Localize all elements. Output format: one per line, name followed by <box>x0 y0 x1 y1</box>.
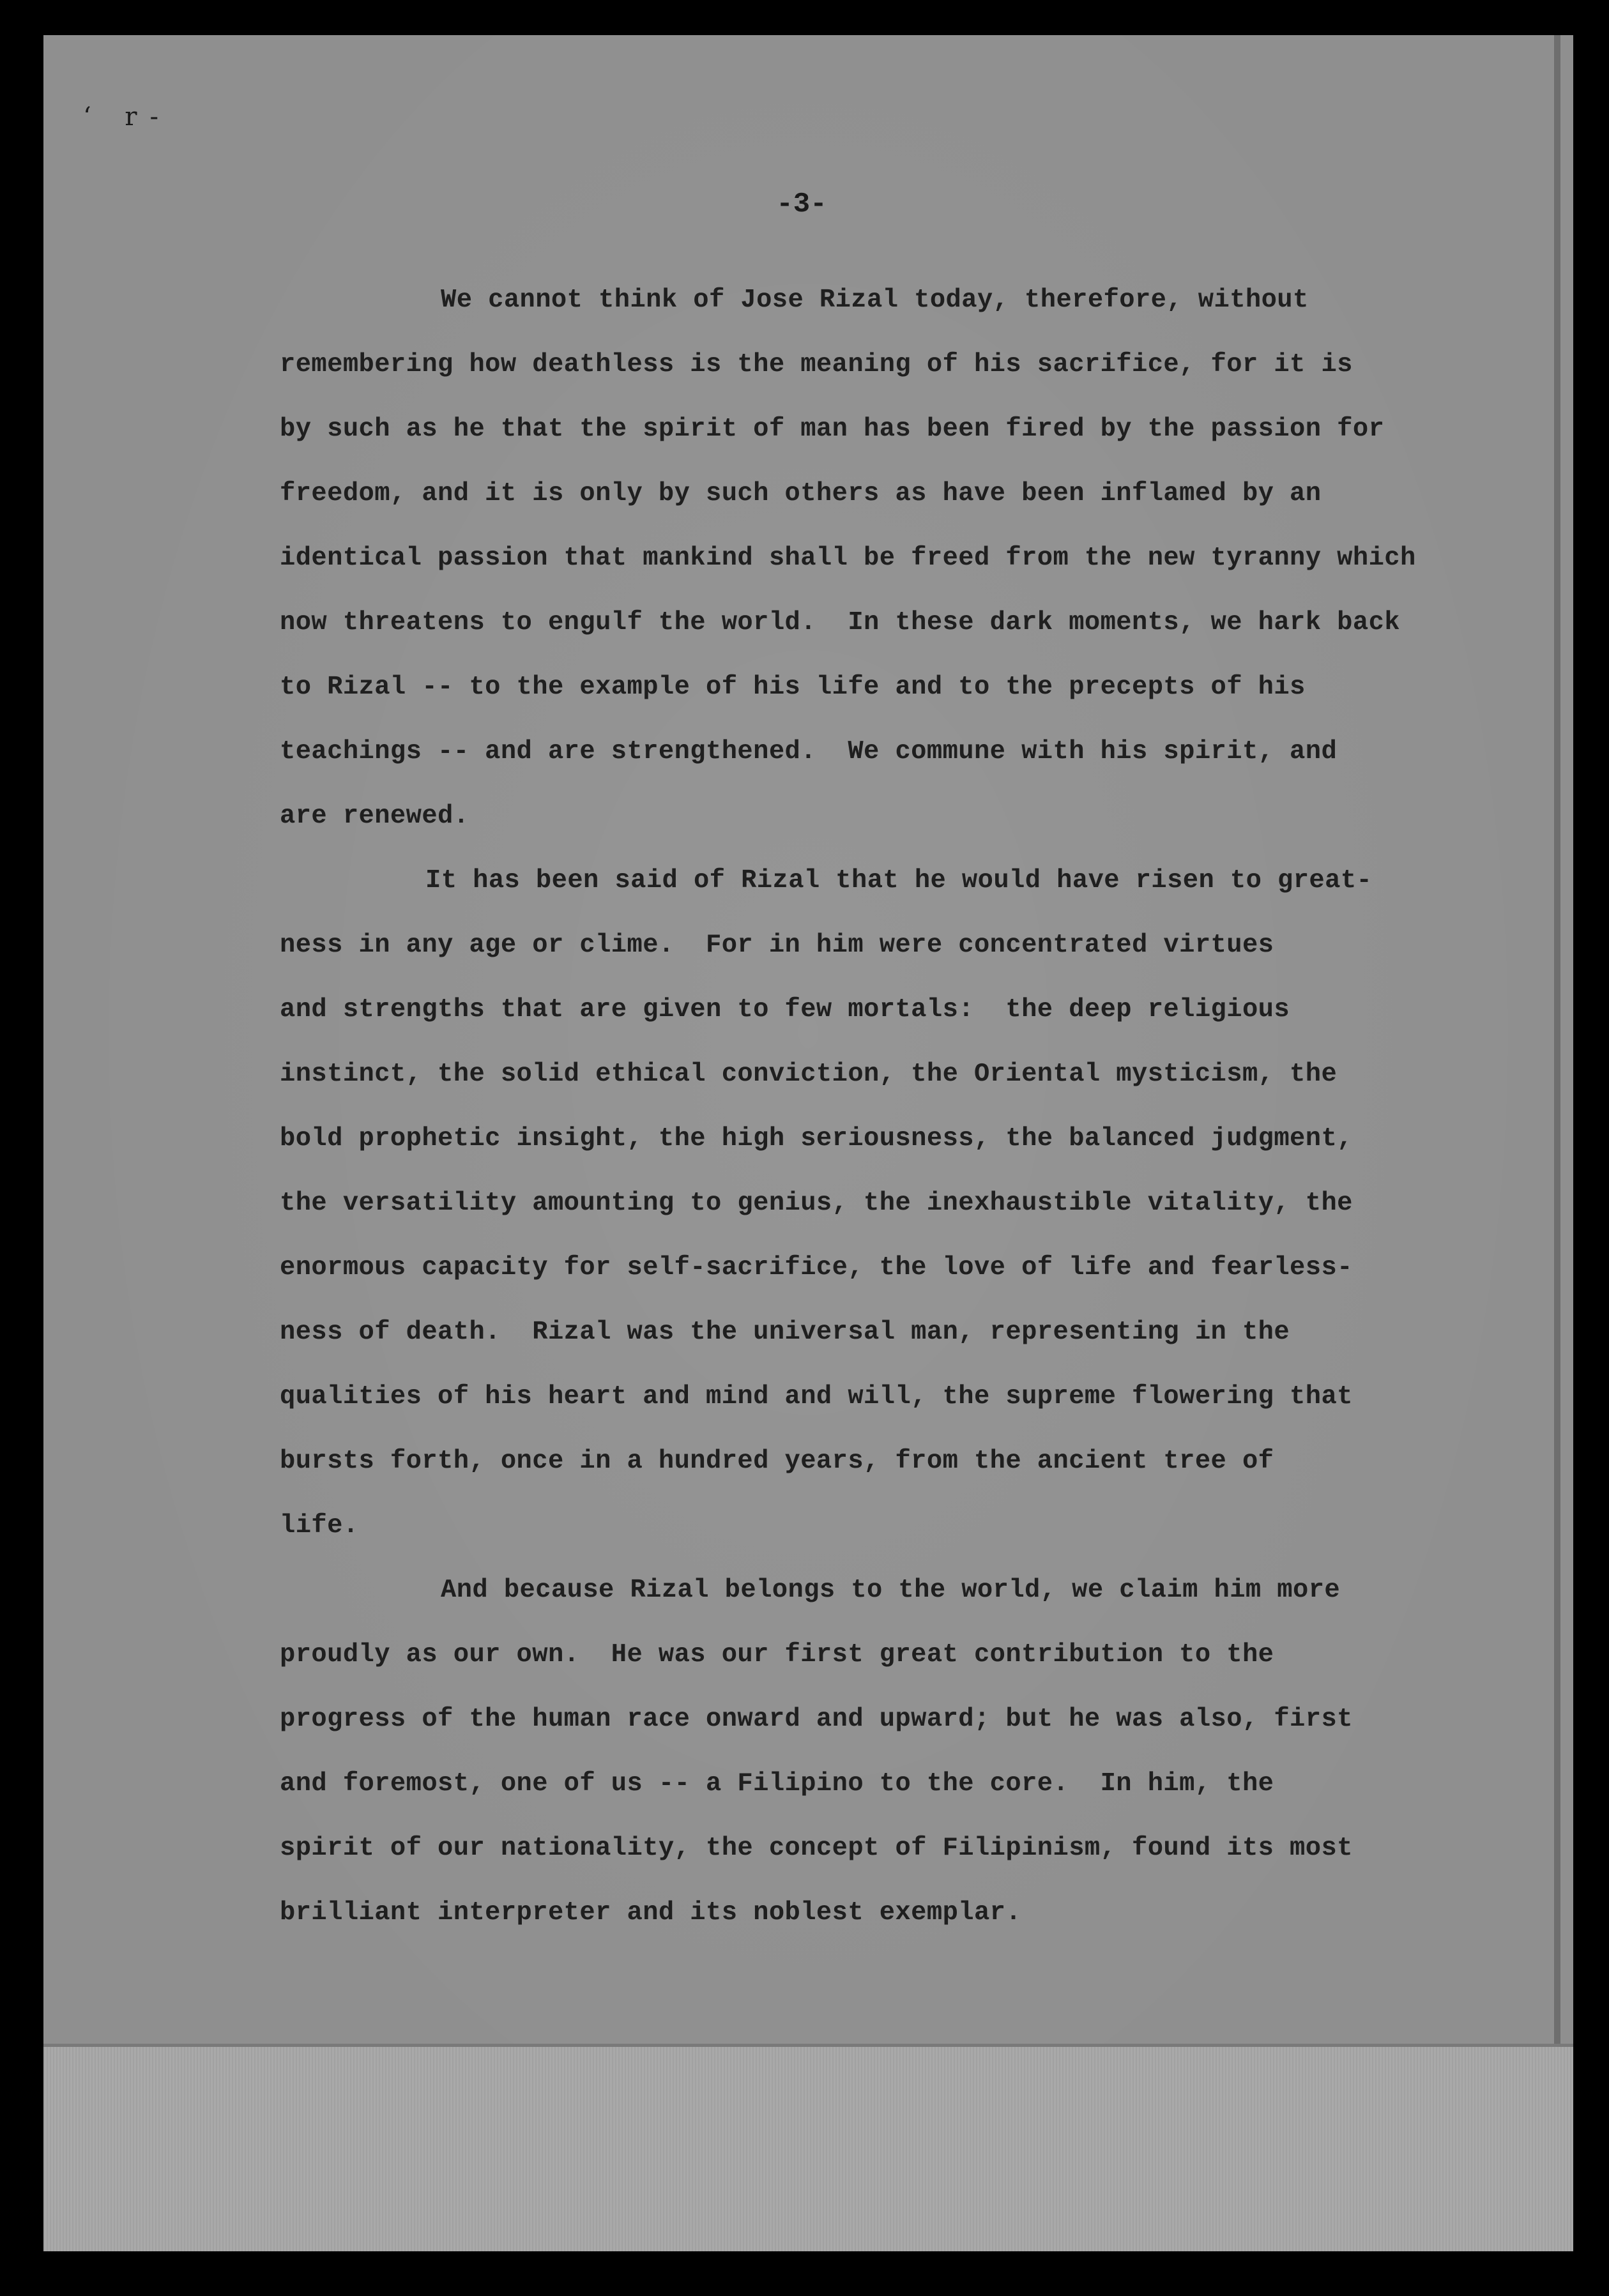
text-line: to Rizal -- to the example of his life and to the precepts of his <box>280 673 1306 702</box>
page-number: -3- <box>776 188 827 220</box>
paragraph <box>280 1558 1468 1945</box>
text-line: remembering how deathless is the meaning of his sacrifice, for it is <box>280 350 1353 379</box>
text-line: enormous capacity for self-sacrifice, the love of life and fearless- <box>280 1253 1353 1282</box>
text-line: qualities of his heart and mind and will, the supreme flowering that <box>280 1382 1353 1411</box>
text-line: ness of death. Rizal was the universal man, representing in the <box>280 1318 1290 1347</box>
text-line: brilliant interpreter and its noblest exemplar. <box>280 1898 1022 1927</box>
text-line: and strengths that are given to few mortals: the deep religious <box>280 995 1290 1024</box>
text-line: are renewed. <box>280 802 469 831</box>
margin-mark: ʻ r- <box>83 102 172 132</box>
text-line: progress of the human race onward and upward; but he was also, first <box>280 1705 1353 1734</box>
text-line: instinct, the solid ethical conviction, the Oriental mysticism, the <box>280 1060 1338 1089</box>
underlying-sheet <box>43 2047 1573 2251</box>
text-line: teachings -- and are strengthened. We commune with his spirit, and <box>280 737 1338 766</box>
text-line: proudly as our own. He was our first great contribution to the <box>280 1640 1274 1669</box>
text-line: identical passion that mankind shall be freed from the new tyranny which <box>280 544 1416 573</box>
text-line: We cannot think of Jose Rizal today, therefore, without <box>441 285 1309 315</box>
body-text <box>280 268 1468 1945</box>
text-line: ness in any age or clime. For in him were concentrated virtues <box>280 931 1274 960</box>
text-line: now threatens to engulf the world. In these dark moments, we hark back <box>280 608 1400 637</box>
text-line: It has been said of Rizal that he would have risen to great- <box>425 866 1373 895</box>
text-line: the versatility amounting to genius, the inexhaustible vitality, the <box>280 1189 1353 1218</box>
page-edge <box>1554 35 1560 2047</box>
paragraph <box>280 268 1468 849</box>
text-line: bold prophetic insight, the high seriousness, the balanced judgment, <box>280 1124 1353 1153</box>
text-line: And because Rizal belongs to the world, we claim him more <box>441 1576 1341 1605</box>
text-line: by such as he that the spirit of man has been fired by the passion for <box>280 414 1385 444</box>
text-line: life. <box>280 1511 359 1540</box>
text-line: spirit of our nationality, the concept of Filipinism, found its most <box>280 1834 1353 1863</box>
paragraph <box>280 849 1468 1558</box>
text-line: freedom, and it is only by such others as have been inflamed by an <box>280 479 1322 508</box>
text-line: bursts forth, once in a hundred years, from the ancient tree of <box>280 1447 1274 1476</box>
text-line: and foremost, one of us -- a Filipino to the core. In him, the <box>280 1769 1274 1798</box>
